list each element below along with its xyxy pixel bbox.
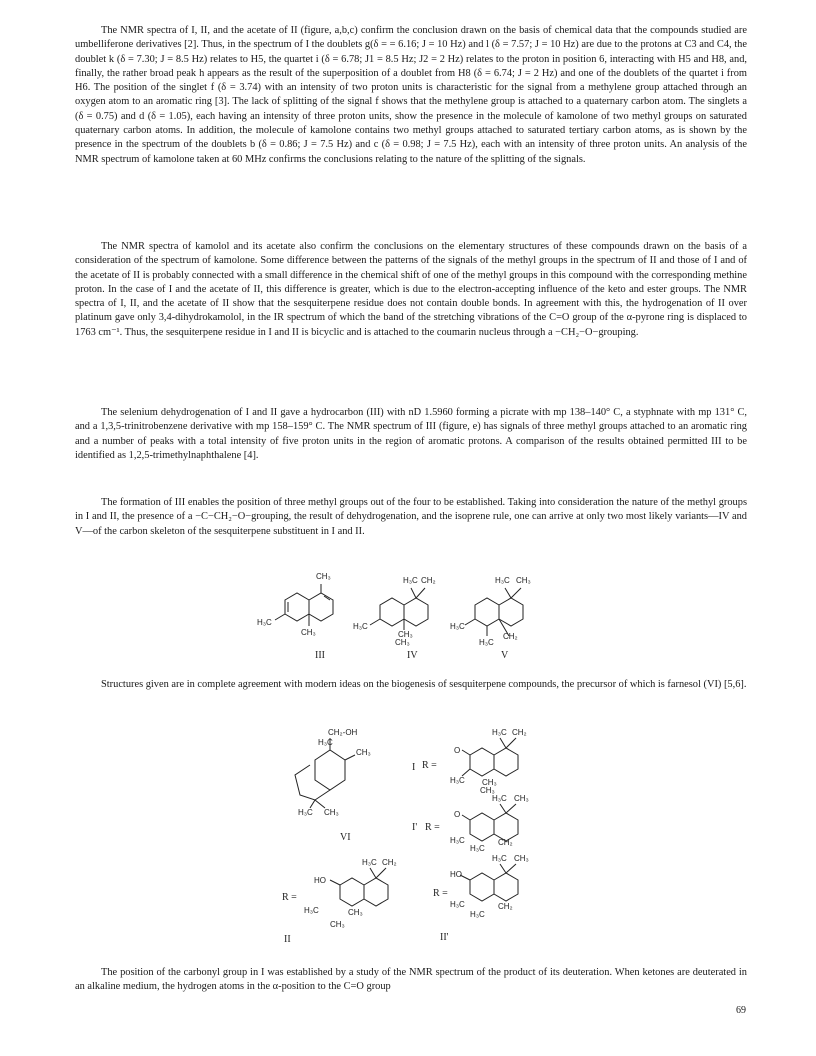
paragraph-nmr-kamolol: The NMR spectra of kamolol and its acetate also confirm the conclusions on the elementary structures of these compounds drawn on the basis of a consideration of the spectrum of kamolone. Some difference between the patterns of the signals of the methyl groups in the spectrum of II and those of I and of the acetate of II is probably connected with a small difference in the chemical shift of one of the methyl groups in this compound with the corresponding methine proton. In the case of I and the acetate of II, this difference is greater, which is due to the electron-accepting influence of the keto and ester groups. The NMR spectra of I, II, and the acetate of II show that the sesquiterpene residue does not contain double bonds. In agreement with this, the hydrogenation of II over platinum gave only 3,4-dihydrokamolol, in the IR spectrum of which the band of the stretching vibrations of the C=O group of the α-pyrone ring is displaced to 1763 cm⁻¹. Thus, the sesquiterpene residue in I and II is bicyclic and is attached to the coumarin nucleus through a −CH₂−O−grouping. [75,241,747,338]
IIp-group-0: H₃C [492,854,507,863]
IIp-group-5: CH₂ [498,902,513,911]
II-group-3: H₃C [304,906,319,915]
II-eq: R = [282,892,297,903]
II-group-5: CH₃ [330,920,345,929]
IV-group-0: H₃C [403,576,418,585]
I-group-1: CH₂ [512,728,527,737]
VI-group-0: CH₂-OH [328,728,358,737]
VI-group-4: CH₃ [324,808,339,817]
V-group-2: H₃C [450,622,465,631]
paragraph-dehydrogenation: The selenium dehydrogenation of I and II gave a hydrocarbon (III) with nD 1.5960 forming a picrate with mp 138–140° C, a styphnate with mp 131° C, and a 1,3,5-trinitrobenzene derivative with mp 158–159° C. The NMR spectrum of III (figure, e) has signals of three methyl groups attached to an aromatic ring and a number of peaks with a total intensity of five proton units in the region of aromatic protons. A comparison of the results obtained permitted III to be identified as 1,2,5-trimethylnaphthalene [4]. [75,407,747,461]
paragraph-methyl-groups: The formation of III enables the position of three methyl groups out of the four to be established. Taking into consideration the nature of the methyl groups in I and II, the presence of a −C−CH₂−O−grouping, the result of dehydrogenation, and the isoprene rule, one can arrive at only two most likely variants—IV and V—of the carbon skeleton of the sesquiterpene substituent in I and II. [75,497,747,537]
II-group-2: HO [314,876,326,885]
VI-label: VI [340,832,351,843]
II-group-1: CH₂ [382,858,397,867]
Ip-group-2: O [454,810,461,819]
I-eq: R = [422,760,437,771]
IIp-eq: R = [433,888,448,899]
II-label: II [284,934,291,945]
paragraph-nmr-kamolone: The NMR spectra of I, II, and the acetate of II (figure, a,b,c) confirm the conclusion drawn on the basis of chemical data that the compounds studied are umbelliferone derivatives [2]. Thus, in the spectrum of I the doublets g(δ = = 6.16; J = 10 Hz) and l (δ = 7.57; J = 10 Hz) are due to the protons at C3 and C4, the doublet k (δ = 7.30; J = 8.5 Hz) relates to H5, the quartet i (δ = 6.78; J1 = 8.5 Hz; J2 = 2 Hz) relates to the proton in position 6, interacting with H5 and H8, and, finally, the rather broad peak h appears as the result of the superposition of a doublet from H8 (δ = 6.74; J = 2 Hz) and one of the doublets of the quartet i from H6. The position of the singlet f (δ = 3.74) with an intensity of two proton units is characteristic for the signal from a methylene group attached through an oxygen atom to an aromatic ring [3]. The lack of splitting of the signal f shows that the methylene group is attached to a quaternary carbon atom. The singlets a (δ = 0.75) and d (δ = 1.05), each having an intensity of three proton units, show the presence in the molecule of kamolone of two methyl groups on saturated quaternary carbon atoms. In addition, the molecule of kamolone contains two methyl groups attached to saturated tertiary carbon atoms, as is shown by the presence in the spectrum of the doublets b (δ = 0.86; J = 7.5 Hz) and c (δ = 0.98; J = 7.5 Hz), each with an intensity of three proton units. An analysis of the NMR spectrum of kamolone taken at 60 MHz confirms the conclusions relating to the nature of the splitting of the signals. [75,25,747,165]
III-methyl-left: H₃C [257,618,272,627]
Ip-label: I' [412,822,418,833]
structure-drawings-2 [270,720,590,950]
paragraph-carbonyl: The position of the carbonyl group in I was established by a study of the NMR spectrum of the product of its deuteration. When ketones are deuterated in an alkaline medium, the hydrogen atoms in the α-position to the C=O group [75,967,747,993]
III-methyl-top: CH₃ [316,572,331,581]
VI-group-2: CH₃ [356,748,371,757]
IV-group-3: CH₃ [398,630,413,639]
I-label: I [412,762,416,773]
I-group-0: H₃C [492,728,507,737]
II-group-0: H₃C [362,858,377,867]
I-group-2: O [454,746,461,755]
Ip-group-3: H₃C [450,836,465,845]
Ip-eq: R = [425,822,440,833]
page-number: 69 [736,1005,746,1016]
VI-group-3: H₃C [298,808,313,817]
IV-group-1: CH₂ [421,576,436,585]
V-group-1: CH₃ [516,576,531,585]
I-group-4: CH₃ [482,778,497,787]
V-group-4: CH₂ [503,632,518,641]
IIp-group-2: HO [450,870,462,879]
IIp-label: II' [440,932,449,943]
I-group-5: CH₃ [480,786,495,795]
Ip-group-5: CH₂ [498,838,513,847]
II-group-4: CH₃ [348,908,363,917]
IV-label: IV [407,650,418,661]
paragraph-biogenesis: Structures given are in complete agreement with modern ideas on the biogenesis of sesquiterpene compounds, the precursor of which is farnesol (VI) [5,6]. [101,679,747,690]
IIp-group-1: CH₃ [514,854,529,863]
IIp-group-3: H₃C [450,900,465,909]
III-label: III [315,650,325,661]
figure-structures-VI-I-II [270,720,590,950]
IV-group-4: CH₃ [395,638,410,647]
VI-group-1: H₃C [318,738,333,747]
V-group-0: H₃C [495,576,510,585]
III-methyl-bottom: CH₃ [301,628,316,637]
Ip-group-1: CH₃ [514,794,529,803]
I-group-3: H₃C [450,776,465,785]
V-label: V [501,650,509,661]
IIp-group-4: H₃C [470,910,485,919]
IV-group-2: H₃C [353,622,368,631]
V-group-3: H₃C [479,638,494,647]
figure-structures-III-IV-V [255,570,575,670]
Ip-group-0: H₃C [492,794,507,803]
Ip-group-4: H₃C [470,844,485,853]
